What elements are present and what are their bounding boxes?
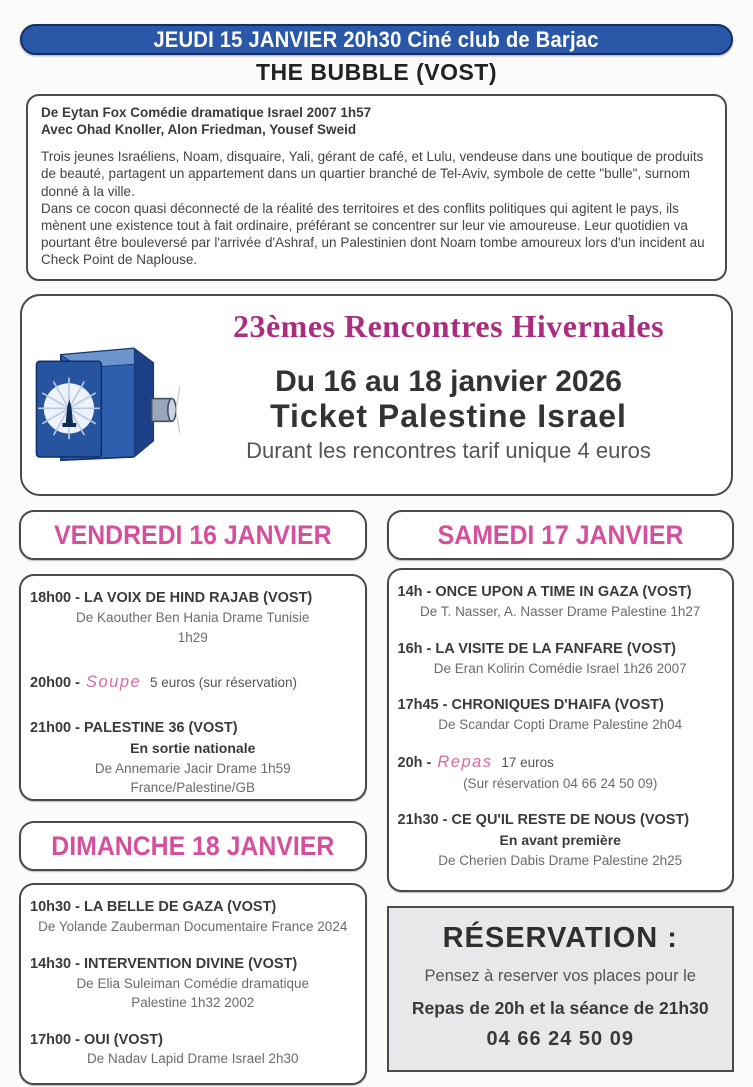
event-detail: De Annemarie Jacir Drame 1h59	[94, 760, 291, 776]
reservation-phone: 04 66 24 50 09	[486, 1028, 634, 1051]
film-title: THE BUBBLE (VOST)	[255, 59, 498, 85]
event-detail: Palestine 1h32 2002	[131, 995, 255, 1011]
rencontres-subtitle: Ticket Palestine Israel	[270, 398, 627, 435]
event-detail: France/Palestine/GB	[130, 780, 256, 796]
event-line	[30, 589, 356, 608]
rencontres-dates: Du 16 au 18 janvier 2026	[275, 365, 622, 399]
event-line	[30, 1031, 356, 1050]
day-header-vendredi	[19, 510, 367, 560]
event-line	[398, 752, 724, 773]
schedule-event	[398, 811, 724, 870]
left-column	[19, 510, 367, 1085]
day-header-label: VENDREDI 16 JANVIER	[54, 519, 332, 550]
event-line	[30, 955, 356, 974]
event-time-title: 17h45 - CHRONIQUES D'HAIFA (VOST)	[397, 697, 664, 714]
event-special-price: 17 euros	[497, 755, 554, 771]
schedule-event	[30, 1031, 356, 1069]
event-special-label: Soupe	[86, 673, 142, 692]
schedule-event	[30, 589, 356, 647]
event-line	[398, 696, 724, 715]
rencontres-box	[20, 294, 733, 496]
event-special-price: 5 euros (sur réservation)	[146, 675, 298, 691]
day-header-dimanche	[19, 821, 367, 871]
event-detail: De Cherien Dabis Drame Palestine 2h25	[438, 853, 683, 869]
event-time-title: 18h00 - LA VOIX DE HIND RAJAB (VOST)	[30, 590, 313, 607]
event-banner	[20, 24, 733, 55]
event-detail: De Nadav Lapid Drame Israel 2h30	[86, 1051, 299, 1067]
event-detail: De Scandar Copti Drame Palestine 2h04	[438, 716, 683, 732]
schedule-event	[398, 752, 724, 793]
event-time-title: 20h -	[397, 755, 436, 772]
film-credit-cast: Avec Ohad Knoller, Alon Friedman, Yousef Sweid	[41, 122, 357, 138]
day-box-samedi	[387, 568, 735, 892]
event-line	[398, 583, 724, 602]
event-detail: 1h29	[177, 629, 208, 645]
film-description-box	[26, 94, 727, 281]
event-time-title: 10h30 - LA BELLE DE GAZA (VOST)	[30, 899, 277, 916]
event-line	[30, 898, 356, 917]
event-detail: De Kaouther Ben Hania Drame Tunisie	[76, 610, 310, 626]
event-time-title: 14h30 - INTERVENTION DIVINE (VOST)	[30, 955, 298, 972]
schedule-event	[30, 719, 356, 798]
event-time-title: 21h30 - CE QU'IL RESTE DE NOUS (VOST)	[397, 812, 690, 829]
event-time-title: 14h - ONCE UPON A TIME IN GAZA (VOST)	[397, 584, 692, 601]
banner-text: JEUDI 15 JANVIER 20h30 Ciné club de Barjac	[153, 26, 600, 52]
event-detail: De Elia Suleiman Comédie dramatique	[76, 975, 310, 991]
reservation-box	[387, 906, 735, 1072]
day-box-vendredi	[19, 574, 367, 801]
reservation-line2: Repas de 20h et la séance de 21h30	[411, 998, 709, 1019]
event-line	[398, 811, 724, 830]
event-time-title: 20h00 -	[30, 675, 84, 692]
day-header-label: DIMANCHE 18 JANVIER	[51, 830, 335, 861]
event-line	[398, 640, 724, 659]
schedule-event	[398, 696, 724, 734]
rencontres-tarif: Durant les rencontres tarif unique 4 euros	[246, 438, 651, 464]
flyer-page	[0, 24, 753, 1085]
film-synopsis-1: Trois jeunes Israéliens, Noam, disquaire, Yali, gérant de café, et Lulu, vendeuse dans une boutique de produits de beauté, partagent un appartement dans un quartier branché de Tel-Aviv, symbole de cette "bulle", surnom donné à la ville.	[41, 149, 704, 199]
schedule-event	[30, 898, 356, 936]
film-credit-director: De Eytan Fox Comédie dramatique Israel 2007 1h57	[41, 105, 372, 120]
event-detail: De Eran Kolirin Comédie Israel 1h26 2007	[433, 660, 687, 676]
reservation-title: RÉSERVATION :	[442, 922, 678, 955]
rencontres-title: 23èmes Rencontres Hivernales	[232, 308, 665, 345]
schedule-event	[30, 672, 356, 693]
event-note: En avant première	[499, 832, 621, 849]
event-special-label: Repas	[437, 753, 493, 772]
event-detail: De Yolande Zauberman Documentaire France 2024	[38, 919, 348, 935]
event-detail: (Sur réservation 04 66 24 50 09)	[463, 775, 658, 791]
schedule-event	[398, 583, 724, 621]
schedule-columns	[19, 510, 734, 1085]
day-header-label: SAMEDI 17 JANVIER	[437, 519, 684, 550]
schedule-event	[398, 640, 724, 678]
day-header-samedi	[387, 510, 735, 560]
event-time-title: 17h00 - OUI (VOST)	[30, 1031, 163, 1048]
film-synopsis-2: Dans ce cocon quasi déconnecté de la réalité des territoires et des conflits politiques qui agitent le pays, ils mènent une existence tout à fait ordinaire, préférant se concentrer sur leur vie amoureuse. Leur quotidien va pourtant être bouleversé par l'arrivée d'Ashraf, un Palestinien dont Noam tombe amoureux lors d'un incident au Check Point de Naplouse.	[41, 200, 705, 268]
event-note: En sortie nationale	[130, 739, 256, 756]
event-detail: De T. Nasser, A. Nasser Drame Palestine 1h27	[420, 604, 701, 620]
event-line	[30, 672, 356, 693]
event-line	[30, 719, 356, 738]
rencontres-text	[180, 308, 717, 464]
schedule-event	[30, 955, 356, 1013]
day-box-dimanche	[19, 883, 367, 1085]
event-time-title: 21h00 - PALESTINE 36 (VOST)	[30, 719, 238, 736]
film-projector-icon	[30, 337, 180, 467]
reservation-line1: Pensez à reserver vos places pour le	[424, 967, 696, 986]
event-time-title: 16h - LA VISITE DE LA FANFARE (VOST)	[397, 640, 676, 657]
right-column	[387, 510, 735, 1085]
